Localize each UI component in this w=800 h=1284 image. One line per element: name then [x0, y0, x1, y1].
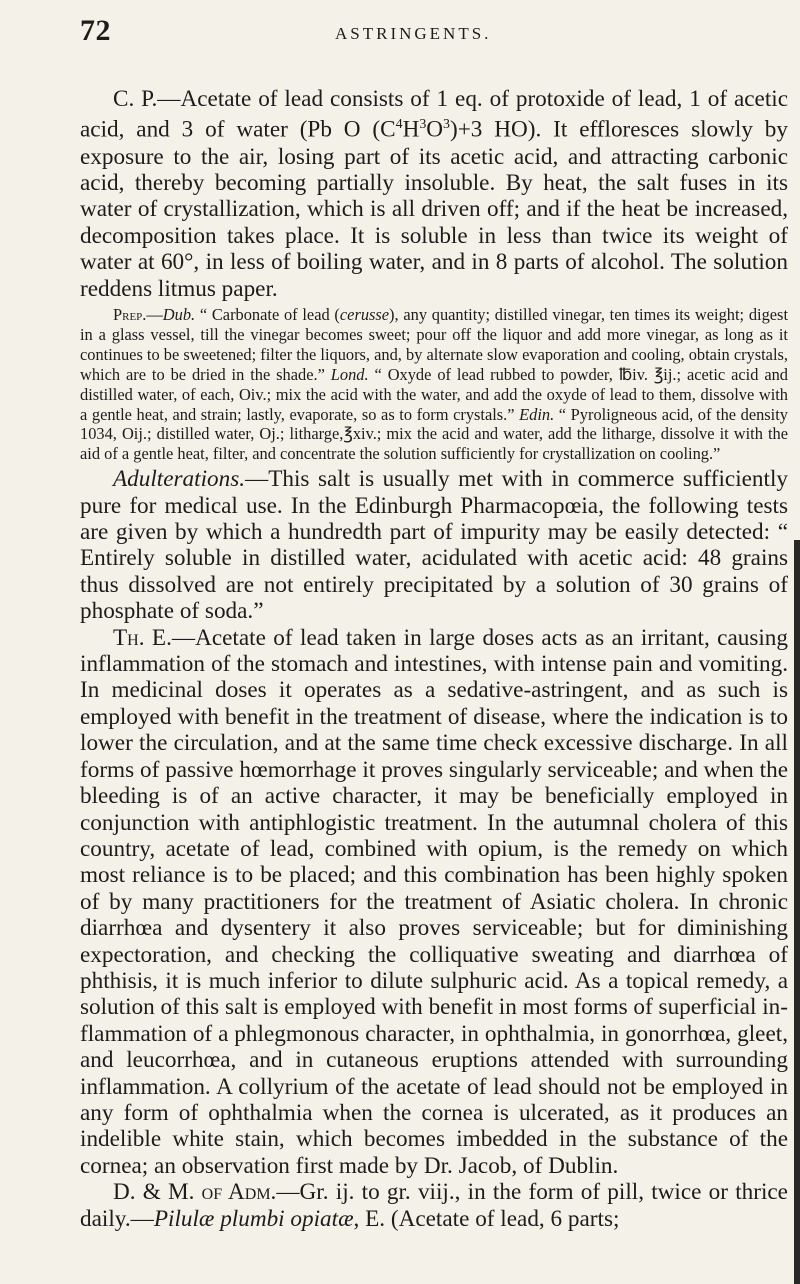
text-segment: H [402, 117, 420, 144]
paragraph [80, 305, 788, 464]
text-segment: “ Carbonate of lead ( [195, 304, 340, 324]
paragraph [80, 466, 788, 624]
paragraph [80, 625, 788, 1180]
text-segment: D. & M. of Adm. [113, 1179, 277, 1206]
text-segment: Adulterations. [113, 466, 246, 493]
text-segment: 4 [395, 117, 403, 133]
text-segment: 3 [419, 117, 427, 133]
text-segment: Edin. [519, 404, 555, 424]
body-text [80, 86, 788, 1232]
paragraph [80, 86, 788, 302]
text-segment: —Gr. ij. to gr. viij., in the form of pill, twice or thrice daily.— [80, 1179, 788, 1232]
text-segment: Th. E. [113, 624, 172, 651]
text-segment: —Acetate of lead taken in large doses acts as an irritant, causing inflammation of the stomach and intestines, with intense pain and vomiting. In medicinal doses it operates as a sedative-astringent, and as such is employed with benefit in the treatment of disease, where the indication is to lower the circulation, and at the same time check excessive discharge. In all forms of passive hœmorrhage it proves singularly serviceable; and when the bleeding is of an active character, it may be beneficially employed in conjunction with antiphlogistic treatment. In the autumnal cholera of this country, acetate of lead, combined with opium, is the remedy on which most reliance is to be placed; and this combination has been highly spoken of by many practitioners for the treatment of Asiatic cholera. In chronic diarrhœa and dysentery it also proves serviceable; but for diminishing expectoration, and checking the colliquative sweating and diarrhœa of phthisis, it is much inferior to dilute sulphuric acid. As a topical remedy, a solution of this salt is employed with benefit in most forms of superficial inflammation of a phlegmonous character, in ophthalmia, in gonorrhœa, gleet, and leucorrhœa, and in cutaneous eruptions attended with surrounding inflammation. A collyrium of the acetate of lead should not be employed in any form of ophthalmia when the cornea is ulcerated, as it produces an indelible white stain, which becomes imbedded in the substance of the cornea; an observation first made by Dr. Jacob, of Dublin. [80, 624, 788, 1179]
text-segment: cerusse [339, 304, 390, 324]
paragraph [80, 1179, 788, 1232]
text-segment: Lond. [330, 364, 369, 384]
page-header [80, 14, 800, 47]
text-segment: )+3 HO). It effloresces slowly by exposure to the air, losing part of its acetic acid, and attracting carbonic acid, thereby becoming partially insoluble. By heat, the salt fuses in its water of crystallization, which is all driven off; and if the heat be increased, decomposition takes place. It is soluble in less than twice its weight of water at 60°, in less of boiling water, and in 8 parts of alcohol. The solution reddens litmus paper. [80, 117, 788, 302]
text-segment: “ Pyroligneous acid, of the density 1034, Oij.; distilled water, Oj.; litharge,℥xiv.; mix the acid and water, add the litharge, dissolve it with the aid of a gentle heat, filter, and concentrate the solution sufficiently for crystallization on cooling.” [80, 404, 788, 464]
text-segment: Pilulæ plumbi opiatæ [153, 1205, 354, 1232]
running-title: ASTRINGENTS. [335, 24, 492, 43]
text-segment: C. P.—Acetate of lead consists of 1 eq. of protoxide of lead, 1 of acetic acid, and 3 of water (Pb O (C [80, 86, 788, 144]
page-edge-shadow [794, 540, 800, 1284]
text-segment: , E. (Acetate of lead, 6 parts; [353, 1205, 620, 1232]
text-segment: Prep. [113, 304, 147, 324]
text-segment: O [426, 117, 444, 144]
page-number: 72 [80, 14, 111, 47]
text-segment: — [146, 304, 163, 324]
text-segment: “ Oxyde of lead rubbed to powder, ℔iv. ℥ij.; acetic acid and distilled water, of each, Oiv.; mix the acid with the water, and add the oxyde of lead to them, dissolve with a gentle heat, and strain; lastly, evaporate, so as to form crystals.” [80, 364, 788, 424]
text-segment: —This salt is usually met with in commerce sufficiently pure for medical use. In the Edinburgh Pharmacopœia, the following tests are given by which a hundredth part of impurity may be easily detected: “ Entirely soluble in distilled water, acidulated with acetic acid: 48 grains thus dissolved are not entirely precipitated by a solution of 30 grains of phosphate of soda.” [80, 466, 788, 625]
text-segment: 3 [443, 117, 450, 133]
text-segment: ), any quantity; distilled vinegar, ten times its weight; digest in a glass vessel, till the vinegar becomes sweet; pour off the liquor and add more vinegar, as long as it continues to be sweetened; filter the liquors, and, by alternate slow evaporation and cooling, obtain crystals, which are to be dried in the shade.” [80, 304, 788, 384]
text-segment: Dub. [162, 304, 196, 324]
